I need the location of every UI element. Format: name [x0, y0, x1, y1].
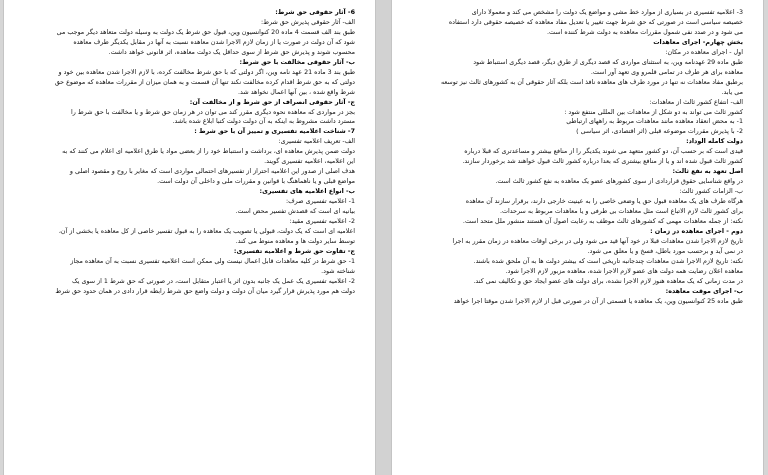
text-line: نکته: تاریخ لازم الاجرا شدن معاهدات چندجانبه تاریخی است که بیشتر دولت ها به آن ملحق شده باشند. [473, 257, 743, 265]
text-line: می یابد. [721, 88, 743, 96]
text-line: دولت هم مورد پذیرش قرار گیرد میان آن دولت و دولت واضع حق شرط رابطه قرار دادی در همان حدود حق شرط [55, 287, 355, 295]
text-line: 3- اعلامیه تفسیری در بسیاری از موارد خط مشی و مواضع یک دولت را مشخص می کند و معمولا دارای [471, 9, 743, 16]
text-line: طبق بند 3 ماده 21 عهد نامه وین، اگر دولتی که با حق شرط مخالفت کرده، با لازم الاجرا شدن معاهده بین خود و [58, 68, 355, 76]
section-heading: اصل تعهد به نفع ثالث: [672, 168, 743, 176]
text-line: شود که آن دولت در صورت یا از زمان لازم الاجرا شدن معاهده نسبت به آنها در مقابل یکدیگر طرف معاهده [73, 38, 355, 46]
section-heading: ب- آثار حقوقی مخالفت با حق شرط: [239, 58, 355, 66]
text-line: قیدی است که بر حسب آن، دو کشور متعهد می شوند یکدیگر را از منافع بیشتر و مساعدتری که قبلا درباره [464, 148, 743, 156]
text-line: هدف اصلی از صدور این اعلامیه احتراز از تفسیرهای احتمالی مواردی است که مغایر با روح و مقصود اصلی و [69, 168, 355, 176]
text-line: الف- انتفاع کشور ثالث از معاهدات: [649, 98, 743, 106]
section-heading: 7- شناخت اعلامیه تفسیری و تمییز آن با حق شرط : [194, 128, 355, 136]
text-line: می شود و در صدد نفی شمول مقررات معاهده به دولت شرط کننده است. [547, 28, 743, 36]
text-line: معاهده برای هر طرف در تمامی قلمرو وی تعهد آور است. [590, 68, 743, 76]
section-heading: ج- آثار حقوقی انصراف از حق شرط و از مخالفت آن: [189, 98, 355, 106]
section-heading: 6- آثار حقوقی حق شرط: [275, 9, 355, 16]
text-line: 2- با پذیرش مقررات موضوعه قبلی (اثر اقتصادی، اثر سیاسی ) [576, 128, 743, 136]
text-line: الف- تعریف اعلامیه تفسیری: [278, 138, 355, 146]
text-line: محسوب شوند و پذیرش حق شرط از سوی حداقل یک دولت معاهده، اثر قانونی خواهد داشت. [108, 48, 355, 56]
text-line: 2- اعلامیه تفسیری مقید: [289, 218, 355, 226]
text-line: معاهده اعلان رضایت همه دولت های عضو لازم الاجرا شده، معاهده مزبور لازم الاجرا شود. [505, 267, 743, 275]
page-right-text [412, 8, 743, 475]
text-line: تاریخ لازم الاجرا شدن معاهدات قبلا در خود آنها قید می شود ولی در برخی اوقات معاهده در زمان مقرر به اجرا [452, 237, 743, 245]
text-line: این اعلامیه، اعلامیه تفسیری گویند. [264, 158, 355, 166]
text-line: الف- آثار حقوقی پذیرش حق شرط: [260, 18, 355, 26]
section-heading: دولت کامله الوداد: [686, 138, 743, 146]
text-line: توسط سایر دولت ها و معاهده منوط می کند. [235, 237, 355, 245]
text-line: کشور ثالث قبول شده اند و یا از منافع بیشتری که بعدا درباره کشور ثالث قبول خواهند شد برخوردار سازند. [462, 158, 743, 166]
text-line: طبق بند الف قسمت 4 ماده 20 کنوانسیون وین، قبول حق شرط یک دولت به وسیله دولت متعاهد دیگر موجب می [56, 28, 355, 36]
text-line: خصیصه سیاسی است در صورتی که حق شرط جهت تغییر یا تعدیل مفاد معاهده که خصیصه حقوقی دارد استفاده [448, 18, 743, 26]
text-line: 2- اعلامیه تفسیری یک عمل یک جانبه بدون اثر یا اعتبار متقابل است، در صورتی که حق شرط 1 از سوی یک [72, 277, 355, 285]
text-line: در مدت زمانی که یک معاهده هنوز لازم الاجرا نشده، برای دولت های عضو ایجاد حق و تکالیف نمی کند. [473, 277, 743, 285]
text-line: اعلامیه ای است که یک دولت، قبولی یا تصویب یک معاهده را به قبول تفسیر خاصی از کل معاهده یا بخشی از آن، [58, 227, 355, 235]
text-line: در نمی آید و برحسب مورد باطل، فسخ و یا معلق می شود. [587, 247, 743, 255]
text-line: 1- حق شرط در کلیه معاهدات قابل اعمال نیست ولی ممکن است اعلامیه تفسیری نسبت به آن معاهده مجاز [70, 257, 355, 265]
text-line: طبق ماده 25 کنوانسیون وین، یک معاهده یا قسمتی از آن در صورتی قبل از لازم الاجرا شدن موقتا اجرا خواهد [453, 297, 743, 305]
page-right [392, 0, 763, 475]
section-heading: ب- اجرای موقت معاهده: [665, 287, 743, 295]
page-left [4, 0, 375, 475]
page-gutter [376, 0, 391, 475]
text-line: کشور ثالث می تواند به دو شکل از معاهدات بین المللی منتفع شود : [564, 108, 743, 116]
text-line: برای کشور ثالث لازم الاتباع است مثل معاهدات بی طرفی و یا معاهدات مربوط به سرحدات. [499, 208, 743, 216]
text-line: شناخته شود. [321, 267, 355, 275]
text-line: در واقع شناسایی حقوق قراردادی از سوی کشورهای عضو یک معاهده به نفع کشور ثالث است. [495, 178, 743, 186]
text-line: طبق ماده 29 عهدنامه وین، به استثنای مواردی که قصد دیگری از طرق دیگر، قصد دیگری استنباط شود [473, 58, 743, 66]
page-left-text [24, 8, 355, 475]
section-heading: دوم - اجرای معاهده در زمان : [650, 227, 743, 235]
section-heading: بخش چهارم- اجرای معاهدات [653, 38, 743, 46]
text-line: 1- اعلامیه تفسیری صرف: [285, 198, 355, 206]
text-line: شرط واقع شده ، بین آنها اعمال نخواهد شد. [238, 88, 355, 96]
text-line: بجز در مواردی که معاهده نحوه دیگری مقرر کند می توان در هر زمان حق شرط و یا مخالفت با حق شرط را [71, 108, 355, 116]
text-line: اول - اجرای معاهده در مکان: [665, 48, 743, 56]
section-heading: ج- تفاوت حق شرط و اعلامیه تفسیری: [233, 247, 355, 255]
section-heading: ب- انواع اعلامیه های تفسیری: [259, 188, 355, 196]
text-line: بیانیه ای است که قصدش تفسیر محض است. [235, 208, 355, 216]
text-line: نکته: از جمله معاهدات مهمی که کشورهای ثالث موظف به رعایت اصول آن هستند منشور ملل متحد است. [462, 218, 743, 226]
text-line: 1- به محض انعقاد معاهده مانند معاهدات مربوط به راههای ارتباطی [566, 118, 743, 126]
text-line: دولتی که به حق شرط اقدام کرده مخالفت نکند تنها آن قسمت و به همان میزان از مقررات معاهده که موضوع حق [54, 78, 355, 86]
text-line: مسترد داشت مشروط به اینکه به آن دولت دولت کتبا ابلاغ شده باشد. [172, 118, 355, 126]
text-line: هرگاه طرف های یک معاهده قبول حق یا وضعی خاصی را به عینیت خارجی دارند، برقرار سازند آن معاهده [465, 198, 743, 206]
text-line: ب- الزامات کشور ثالث: [679, 188, 743, 196]
text-line: برطبق مفاد معاهدات نه تنها در مورد طرف های معاهده نافذ است بلکه آثار حقوقی آن به کشورهای ثالث نیز توسعه [440, 78, 743, 86]
text-line: دولت ضمن پذیرش معاهده ای، برداشت و استنباط خود را از بعضی مواد یا طرق اعلامیه ای اعلام می کنند که به [62, 148, 355, 156]
text-line: مواضع قبلی و یا ناهماهنگ با قوانین و مقررات ملی و داخلی آن دولت است. [157, 178, 355, 186]
